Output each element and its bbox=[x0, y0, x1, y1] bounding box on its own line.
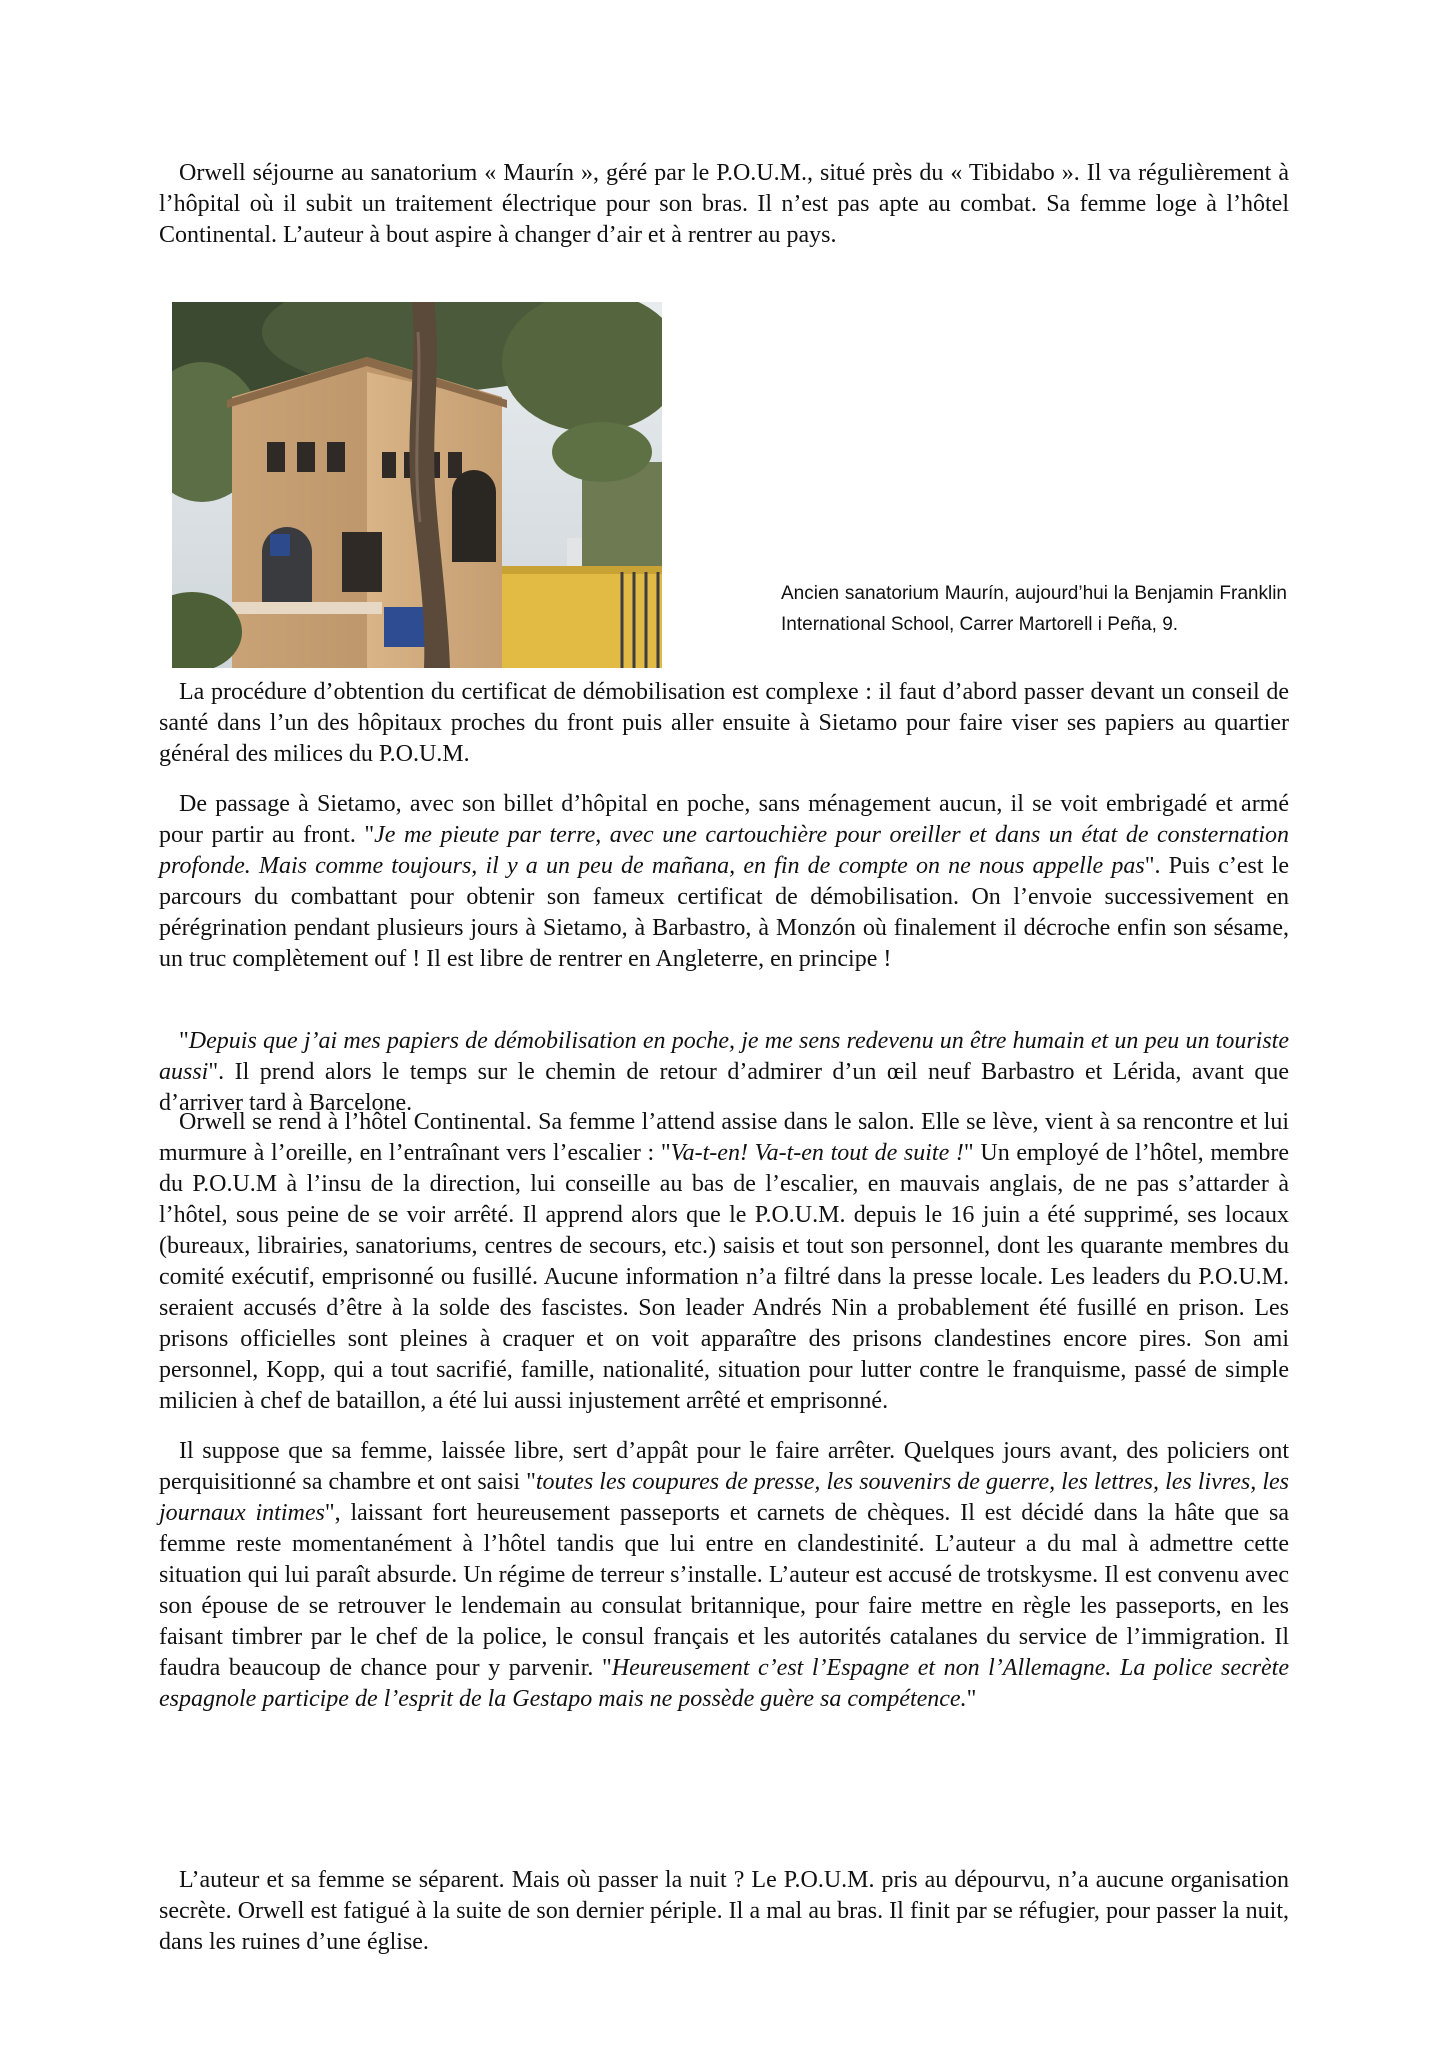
paragraph-separation: L’auteur et sa femme se séparent. Mais où passer la nuit ? Le P.O.U.M. pris au dépourvu, n’a aucune organisation secrète. Orwell est fatigué à la suite de son dernier périple. Il a mal au bras. Il finit par se réfugier, pour passer la nuit, dans les ruines d’une église. bbox=[159, 1867, 1289, 1955]
sanatorium-photo bbox=[172, 302, 662, 668]
paragraph-certificate: La procédure d’obtention du certificat de démobilisation est complexe : il faut d’abord passer devant un conseil de santé dans l’un des hôpitaux proches du front puis aller ensuite à Sietamo pour faire viser ses papiers au quartier général des milices du P.O.U.M. bbox=[159, 679, 1289, 767]
paragraph-sietamo: De passage à Sietamo, avec son billet d’hôpital en poche, sans ménagement aucun, il se voit embrigadé et armé pour partir au front. "Je me pieute par terre, avec une cartouchière pour oreiller et dans un état de consternation profonde. Mais comme toujours, il y a un peu de mañana, en fin de compte on ne nous appelle pas". Puis c’est le parcours du combattant pour obtenir son fameux certificat de démobilisation. On l’envoie successivement en pérégrination pendant plusieurs jours à Sietamo, à Barbastro, à Monzón où finalement il décroche enfin son sésame, un truc complètement ouf ! Il est libre de rentrer en Angleterre, en principe ! bbox=[159, 791, 1289, 972]
paragraph-sanatorium: Orwell séjourne au sanatorium « Maurín », géré par le P.O.U.M., situé près du « Tibidabo ». Il va régulièrement à l’hôpital où il subit un traitement électrique pour son bras. Il n’est pas apte au combat. Sa femme loge à l’hôtel Continental. L’auteur à bout aspire à changer d’air et à rentrer au pays. bbox=[159, 160, 1289, 248]
quote-text: Depuis que j’ai mes papiers de démobilisation en poche, je me sens redevenu un être humain et un peu un touriste aussi bbox=[159, 1028, 1289, 1085]
paragraph-police-search: Il suppose que sa femme, laissée libre, sert d’appât pour le faire arrêter. Quelques jours avant, des policiers ont perquisitionné sa chambre et ont saisi "toutes les coupures de presse, les souvenirs de guerre, les lettres, les livres, les journaux intimes", laissant fort heureusement passeports et carnets de chèques. Il est décidé dans la hâte que sa femme reste momentanément à l’hôtel tandis que lui entre en clandestinité. L’auteur a du mal à admettre cette situation qui lui paraît absurde. Un régime de terreur s’installe. L’auteur est accusé de trotskysme. Il est convenu avec son épouse de se retrouver le lendemain au consulat britannique, pour faire mettre en règle les passeports, en les faisant timbrer par le chef de la police, le consul français et les autorités catalanes du service de l’immigration. Il faudra beaucoup de chance pour y parvenir. "Heureusement c’est l’Espagne et non l’Allemagne. La police secrète espagnole participe de l’esprit de la Gestapo mais ne possède guère sa compétence." bbox=[159, 1438, 1290, 1712]
photo-caption: Ancien sanatorium Maurín, aujourd’hui la Benjamin Franklin International School, Carrer Martorell i Peña, 9. bbox=[781, 583, 1287, 635]
quote-text: Je me pieute par terre, avec une cartouchière pour oreiller et dans un état de consternation profonde. Mais comme toujours, il y a un peu de mañana, en fin de compte on ne nous appelle pas bbox=[159, 822, 1289, 879]
quote-text: toutes les coupures de presse, les souvenirs de guerre, les lettres, les livres, les journaux intimes bbox=[159, 1469, 1290, 1526]
quote-text: Va-t-en! Va-t-en tout de suite ! bbox=[670, 1140, 964, 1166]
paragraph-hotel-continental: Orwell se rend à l’hôtel Continental. Sa femme l’attend assise dans le salon. Elle se lève, vient à sa rencontre et lui murmure à l’oreille, en l’entraînant vers l’escalier : "Va-t-en! Va-t-en tout de suite !" Un employé de l’hôtel, membre du P.O.U.M à l’insu de la direction, lui conseille au bas de l’escalier, en mauvais anglais, de ne pas s’attarder à l’hôtel, sous peine de se voir arrêté. Il apprend alors que le P.O.U.M. depuis le 16 juin a été supprimé, ses locaux (bureaux, librairies, sanatoriums, centres de secours, etc.) saisis et tout son personnel, dont les quarante membres du comité exécutif, emprisonné ou fusillé. Aucune information n’a filtré dans la presse locale. Les leaders du P.O.U.M. seraient accusés d’être à la solde des fascistes. Son leader Andrés Nin a probablement été fusillé en prison. Les prisons officielles sont pleines à craquer et on voit apparaître des prisons clandestines encore pires. Son ami personnel, Kopp, qui a tout sacrifié, famille, nationalité, situation pour lutter contre le franquisme, passé de simple milicien à chef de bataillon, a été lui aussi injustement arrêté et emprisonné. bbox=[159, 1109, 1289, 1414]
quote-text: Heureusement c’est l’Espagne et non l’Allemagne. La police secrète espagnole participe de l’esprit de la Gestapo mais ne possède guère sa compétence. bbox=[159, 1655, 1290, 1712]
paragraph-demobilisation: "Depuis que j’ai mes papiers de démobilisation en poche, je me sens redevenu un être humain et un peu un touriste aussi". Il prend alors le temps sur le chemin de retour d’admirer d’un œil neuf Barbastro et Lérida, avant que d’arriver tard à Barcelone. bbox=[159, 1028, 1289, 1116]
